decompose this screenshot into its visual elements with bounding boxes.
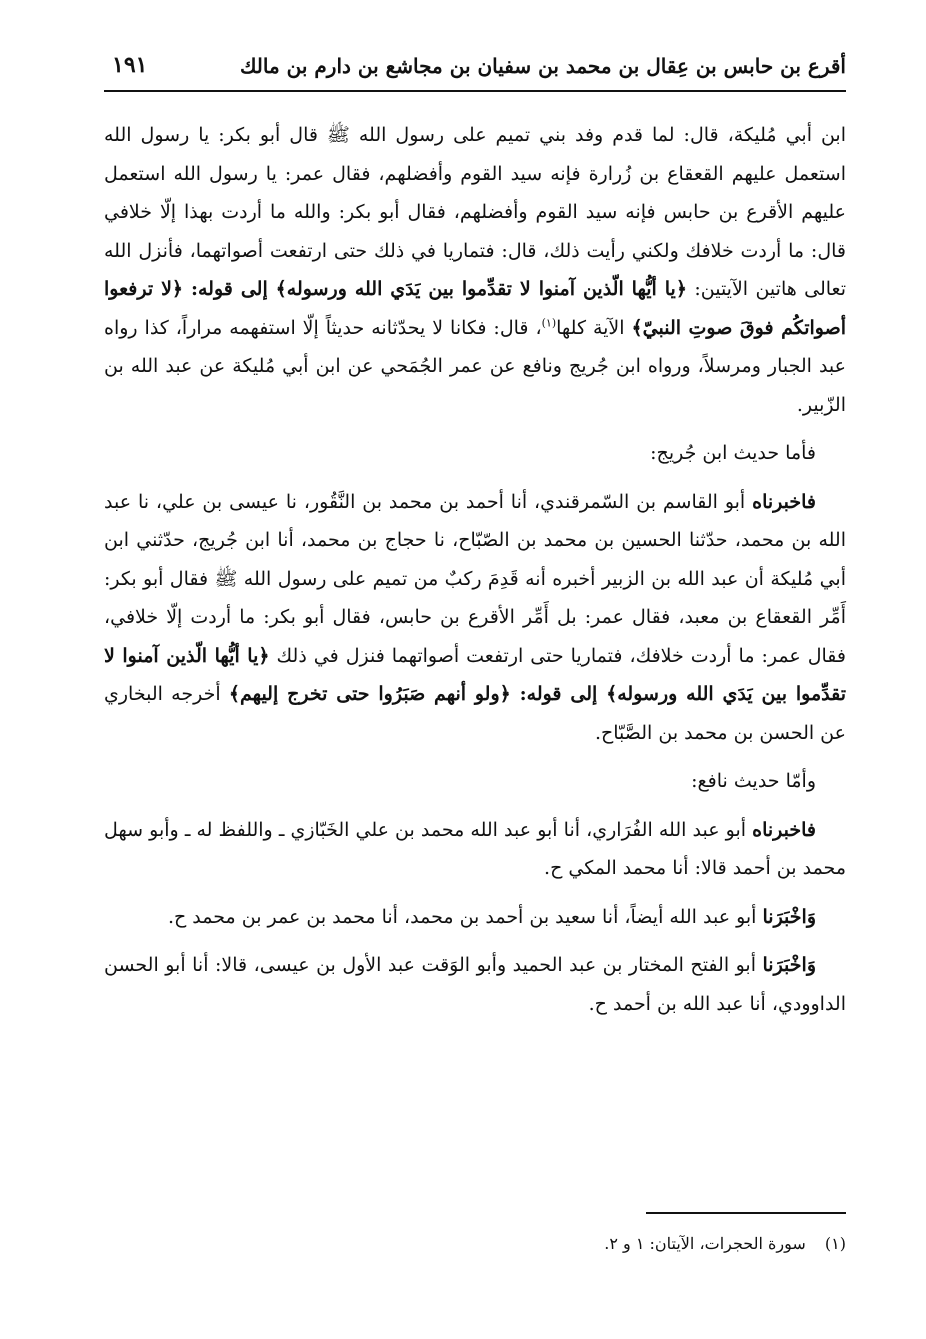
text-span: ابن أبي مُليكة، قال: لما قدم وفد بني تميم على رسول الله ﷺ قال أبو بكر: يا رسول الله استعمل عليهم القعقاع بن زُرارة فإنه سيد القوم وأفضلهم، فقال عمر: يا رسول الله استعمل عليهم الأقرع بن حابس فإنه سيد القوم وأفضلهم، فقال أبو بكر: والله ما أردت بهذا إلّا خلافي قال: ما أردت خلافك ولكني رأيت ذلك، قال: فتماريا في ذلك حتى ارتفعت أصواتهما، فأنزل الله تعالى هاتين الآيتين: xyxy=(104,124,846,300)
page-header xyxy=(104,46,846,92)
paragraph-6 xyxy=(104,898,846,937)
quran-quote: ﴿يا أيُّها الّذين آمنوا لا تقدِّموا بين يَدَي الله ورسوله﴾ إلى قوله: ﴿ولو أنهم صَبَرُوا حتى تخرج إليهم﴾ xyxy=(104,644,846,705)
text-span: الآية كلها xyxy=(556,316,625,339)
paragraph-7 xyxy=(104,946,846,1023)
text-span: ، قال: فكانا لا يحدّثانه حديثاً إلّا استفهمه مراراً، كذا رواه عبد الجبار ومرسلاً، ورواه ابن جُريج ونافع عن عمر الجُمَحي عن ابن أبي مُليكة عن عبد الله بن الزّبير. xyxy=(104,316,846,416)
main-text xyxy=(104,116,846,1023)
paragraph-3 xyxy=(104,483,846,753)
running-title: أقرع بن حابس بن عِقال بن محمد بن سفيان بن مجاشع بن دارم بن مالك xyxy=(239,54,846,78)
text-span: أبو الفتح المختار بن عبد الحميد وأبو الوَقت عبد الأول بن عيسى، قالا: أنا أبو الحسن الداوودي، أنا عبد الله بن أحمد ح. xyxy=(104,954,846,1015)
footnote-number: (١) xyxy=(824,1234,846,1253)
isnad-lead-word: وَاخْبَرَنا xyxy=(762,954,816,976)
footnote-divider xyxy=(646,1212,846,1214)
text-span: أبو عبد الله أيضاً، أنا سعيد بن أحمد بن محمد، أنا محمد بن عمر بن محمد ح. xyxy=(167,905,757,928)
footnote-text: سورة الحجرات، الآيتان: ١ و ٢. xyxy=(604,1234,806,1253)
text-span: أبو عبد الله الفُرَاري، أنا أبو عبد الله محمد بن علي الخَبّازي ـ واللفظ له ـ وأبو سهل محمد بن أحمد قالا: أنا محمد المكي ح. xyxy=(104,818,846,879)
isnad-lead-word: فاخبرناه xyxy=(752,818,816,841)
isnad-lead-word: فاخبرناه xyxy=(752,490,816,513)
isnad-lead-word: وَاخْبَرَنا xyxy=(762,905,816,928)
paragraph-5 xyxy=(104,811,846,888)
quran-quote: ﴿يا أيُّها الّذين آمنوا لا تقدِّموا بين يَدَي الله ورسوله﴾ إلى قوله: ﴿لا ترفعوا أصواتكُم فوقَ صوتِ النبيّ﴾ xyxy=(104,278,847,339)
paragraph-1 xyxy=(104,116,846,424)
paragraph-2: فأما حديث ابن جُريج: xyxy=(650,442,816,464)
text-span: أبو القاسم بن السّمرقندي، أنا أحمد بن محمد بن النَّقُور، نا عيسى بن علي، نا عبد الله بن محمد، حدّثنا الحسين بن محمد بن الصّبّاح، نا حجاج بن محمد، أنا ابن جُريج، حدّثني ابن أبي مُليكة أن عبد الله بن الزبير أخبره أنه قَدِمَ ركبٌ من تميم على رسول الله ﷺ فقال أبو بكر: أَمِّر القعقاع بن معبد، فقال عمر: بل أَمِّر الأقرع بن حابس، فقال أبو بكر: ما أردت إلّا خلافي، فقال عمر: ما أردت خلافك، فتماريا حتى ارتفعت أصواتهما فنزل في ذلك xyxy=(104,490,846,667)
page-number: ١٩١ xyxy=(112,52,148,78)
text-span: أخرجه البخاري عن الحسن بن محمد بن الصَّبّاح. xyxy=(104,683,846,744)
footnote-reference: (١) xyxy=(541,316,557,330)
footnote xyxy=(104,1232,846,1256)
paragraph-4: وأمّا حديث نافع: xyxy=(691,770,816,792)
